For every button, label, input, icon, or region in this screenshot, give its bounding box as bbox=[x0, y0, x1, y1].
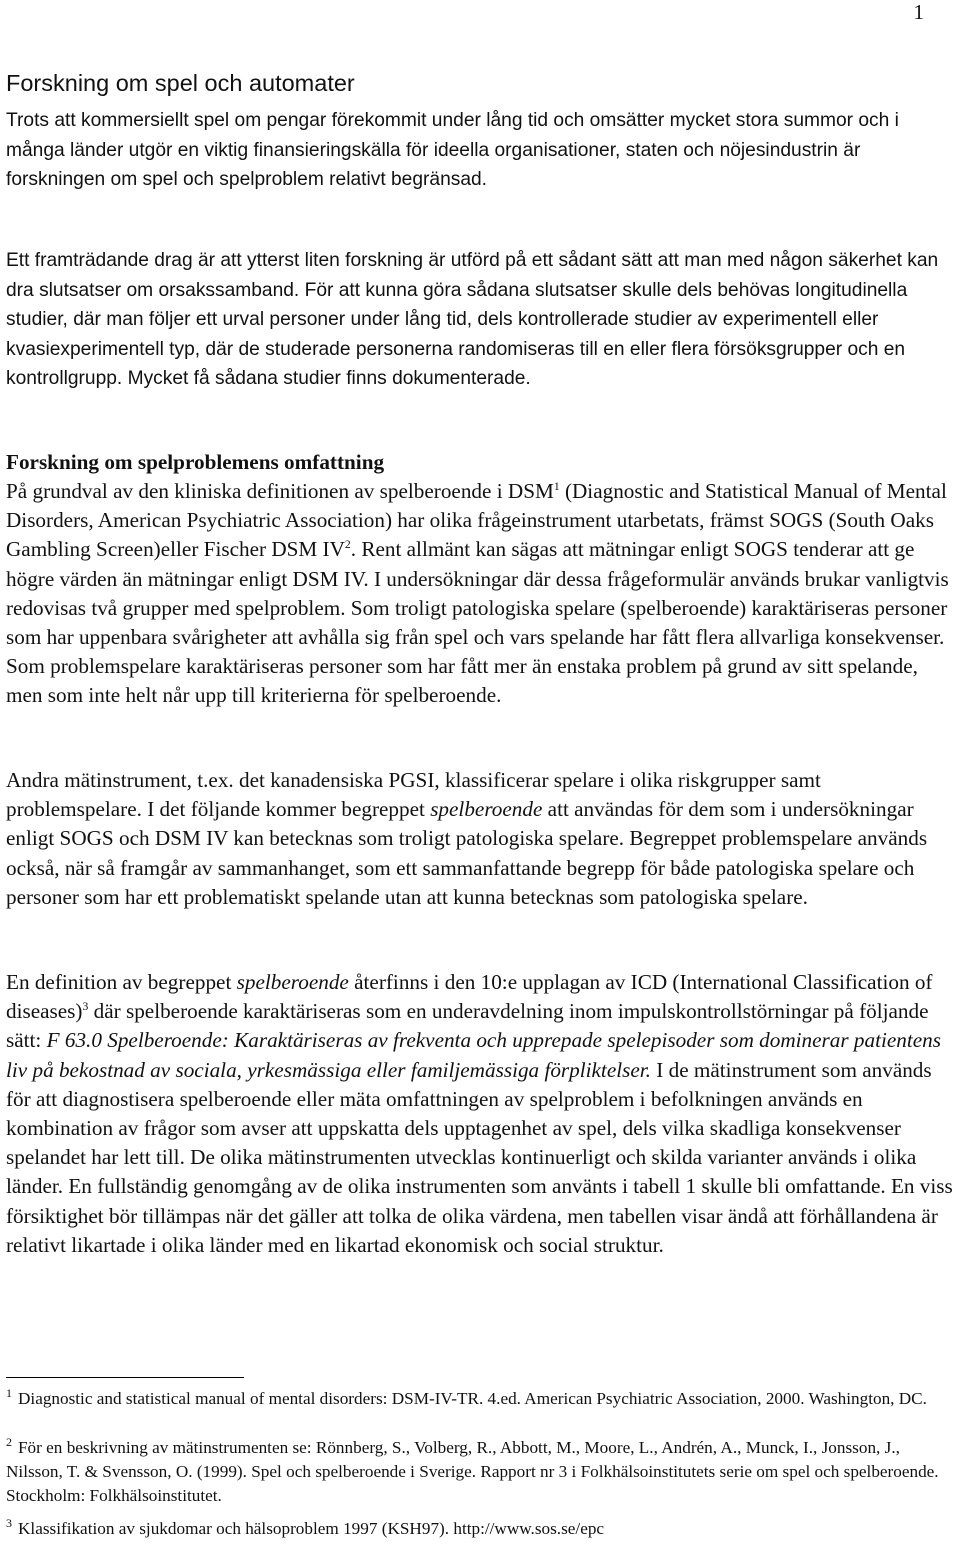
footnote-2 bbox=[6, 1436, 951, 1509]
emphasis-term: spelberoende bbox=[430, 797, 543, 822]
paragraph-dsm bbox=[6, 477, 956, 711]
text-run: En definition av begreppet bbox=[6, 970, 237, 994]
footnote-text: För en beskrivning av mätinstrumenten se: Rönnberg, S., Volberg, R., Abbott, M., Moore, L., Andrén, A., Munck, I., Jonsson, J., Nilsson, T. & Svensson, O. (1999). Spel och spelberoende i Sverige. Rapport nr 3 i Folkhälsoinstitutets serie om spel och spelberoende. Stockholm: Folkhälsoinstitutet. bbox=[6, 1438, 939, 1506]
paragraph-intro: Trots att kommersiellt spel om pengar förekommit under lång tid och omsätter mycket stora summor och i många länder utgör en viktig finansieringskälla för ideella organisationer, staten och nöjesindustrin är forskningen om spel och spelproblem relativt begränsad. bbox=[6, 110, 899, 190]
text-run: återfinns i den 10:e upplagan av ICD (International Classification of diseases) bbox=[6, 970, 933, 1024]
page-title: Forskning om spel och automater bbox=[6, 70, 355, 96]
footnote-3 bbox=[6, 1517, 951, 1541]
emphasis-definition: F 63.0 Spelberoende: Karaktäriseras av frekventa och upprepade spelepisoder som dominerar patientens liv på bekostnad av sociala, yrkesmässiga eller familjemässiga förpliktelser. bbox=[6, 1028, 942, 1082]
footnote-ref-3: 3 bbox=[82, 1000, 89, 1014]
text-run: På grundval av den kliniska definitionen av spelberoende i DSM bbox=[6, 479, 554, 503]
text-run: . Rent allmänt kan sägas att mätningar enligt SOGS tenderar att ge högre värden än mätningar enligt DSM IV. I undersökningar där dessa frågeformulär används brukar vanligtvis redovisas två grupper med spelproblem. Som troligt patologiska spelare (spelberoende) karaktäriseras personer som har uppenbara svårigheter att avhålla sig från spel och vars spelande har fått flera allvarliga konsekvenser. Som problemspelare karaktäriseras personer som har fått mer än enstaka problem på grund av sitt spelande, men som inte helt når upp till kriterierna för spelberoende. bbox=[6, 537, 949, 708]
footnote-1 bbox=[6, 1387, 951, 1411]
footnote-mark: 3 bbox=[6, 1516, 12, 1531]
page-number: 1 bbox=[913, 0, 924, 24]
text-run: att användas för dem som i undersökningar enligt SOGS och DSM IV kan betecknas som troligt patologiska spelare. Begreppet problemspelare används också, när så framgår av sammanhanget, som ett sammanfattande begrepp för både patologiska spelare och personer som har ett problematiskt spelande utan att kunna betecknas som patologiska spelare. bbox=[6, 797, 928, 909]
footnote-mark: 2 bbox=[6, 1435, 12, 1450]
paragraph-icd bbox=[6, 968, 956, 1260]
footnote-ref-2: 2 bbox=[344, 538, 351, 552]
footnote-text: Klassifikation av sjukdomar och hälsoproblem 1997 (KSH97). http://www.sos.se/epc bbox=[18, 1519, 605, 1538]
text-run: där spelberoende karaktäriseras som en underavdelning inom impulskontrollstörningar på följande sätt: bbox=[6, 999, 929, 1053]
section-heading: Forskning om spelproblemens omfattning bbox=[6, 450, 385, 474]
text-run: Andra mätinstrument, t.ex. det kanadensiska PGSI, klassificerar spelare i olika riskgrupper samt problemspelare. I det följande kommer begreppet bbox=[6, 768, 821, 822]
emphasis-term: spelberoende bbox=[236, 970, 349, 994]
footnote-divider bbox=[6, 1377, 244, 1378]
footnote-mark: 1 bbox=[6, 1386, 12, 1401]
text-run: I de mätinstrument som används för att diagnostisera spelberoende eller mäta omfattningen av spelproblem i befolkningen används en kombination av frågor som avser att uppskatta dels upptagenhet av spel, dels vilka skadliga konsekvenser spelandet har lett till. De olika mätinstrumenten utvecklas kontinuerligt och skilda varianter används i olika länder. En fullständig genomgång av de olika instrumenten som använts i tabell 1 skulle bli omfattande. En viss försiktighet bör tillämpas när det gäller att tolka de olika värdena, men tabellen visar ändå att förhållandena är relativt likartade i olika länder med en likartad ekonomisk och social struktur. bbox=[6, 1057, 953, 1257]
paragraph-research-limits: Ett framträdande drag är att ytterst liten forskning är utförd på ett sådant sätt att man med någon säkerhet kan dra slutsatser om orsakssamband. För att kunna göra sådana slutsatser skulle dels behövas longitudinella studier, där man följer ett urval personer under lång tid, dels kontrollerade studier av experimentell eller kvasiexperimentell typ, där de studerade personerna randomiseras till en eller flera försöksgrupper och en kontrollgrupp. Mycket få sådana studier finns dokumenterade. bbox=[6, 250, 939, 389]
footnote-ref-1: 1 bbox=[553, 479, 560, 493]
text-run: (Diagnostic and Statistical Manual of Mental Disorders, American Psychiatric Association) har olika frågeinstrument utarbetats, främst SOGS (South Oaks Gambling Screen)eller Fischer DSM IV bbox=[6, 479, 947, 562]
paragraph-pgsi bbox=[6, 766, 956, 912]
footnote-text: Diagnostic and statistical manual of mental disorders: DSM-IV-TR. 4.ed. American Psychiatric Association, 2000. Washington, DC. bbox=[18, 1389, 927, 1408]
